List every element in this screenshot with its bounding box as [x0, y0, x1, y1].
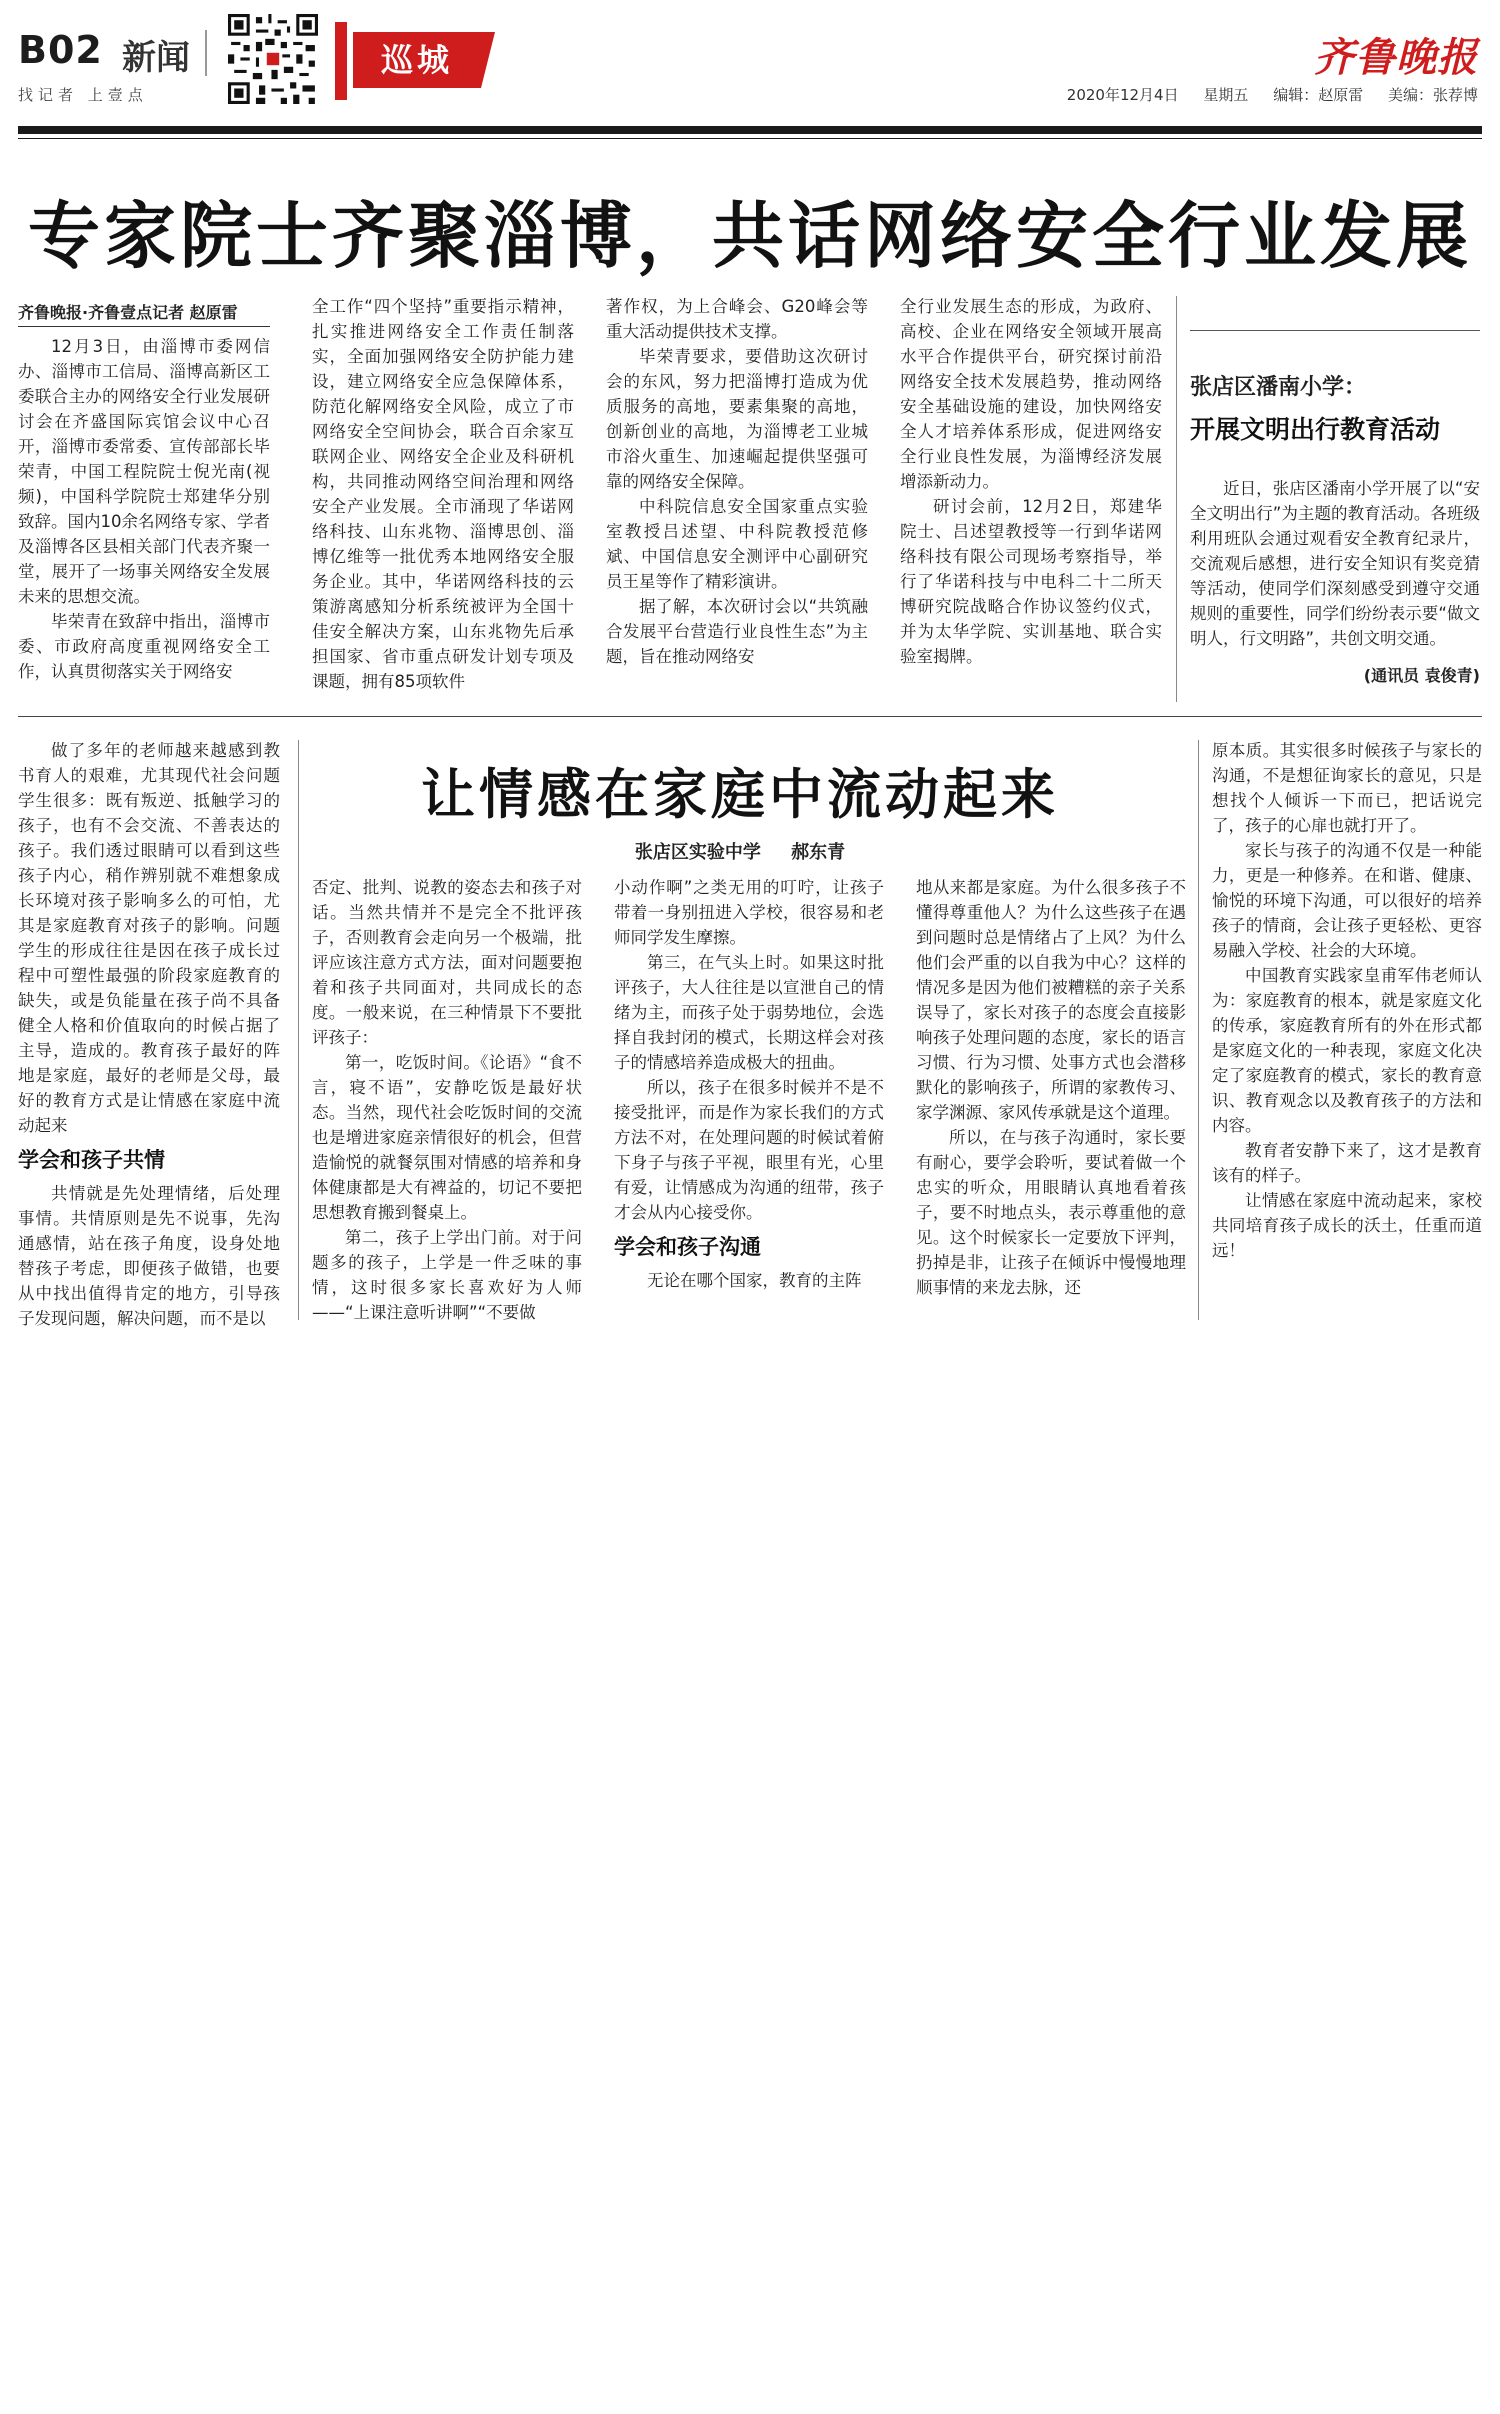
newspaper-logo: 齐鲁晚报	[1314, 34, 1478, 81]
lead-paragraph: 12月3日，由淄博市委网信办、淄博市工信局、淄博高新区工委联合主办的网络安全行业发展研讨会在齐盛国际宾馆会议中心召开，淄博市委常委、宣传部部长毕荣青，中国工程院院士倪光南(视频)，中国科学院院士郑建华分别致辞。国内10余名网络专家、学者及淄博各区县相关部门代表齐聚一堂，展开了一场事关网络安全发展未来的思想交流。	[18, 337, 270, 606]
header-divider	[205, 30, 207, 76]
feature-paragraph: 地从来都是家庭。为什么很多孩子不懂得尊重他人？为什么这些孩子在遇到问题时总是情绪占了上风？为什么他们会严重的以自我为中心？这样的情况多是因为他们被糟糕的亲子关系误导了，家长对孩子的态度会直接影响孩子处理问题的态度，家长的语言习惯、行为习惯、处事方式也会潜移默化的影响孩子，所谓的家教传习、家学渊源、家风传承就是这个道理。	[916, 878, 1186, 1122]
column-tag	[335, 22, 500, 100]
feature-column-1	[18, 738, 280, 1331]
feature-column-3	[614, 875, 884, 1293]
feature-paragraph: 共情就是先处理情绪，后处理事情。共情原则是先不说事，先沟通感情，站在孩子角度，设身处地替孩子考虑，即便孩子做错，也要从中找出值得肯定的地方，引导孩子发现问题，解决问题，而不是以	[18, 1184, 280, 1328]
feature-paragraph: 让情感在家庭中流动起来，家校共同培育孩子成长的沃土，任重而道远！	[1212, 1191, 1482, 1260]
sidebar-title: 开展文明出行教育活动	[1190, 415, 1441, 444]
feature-column-2	[312, 875, 582, 1325]
column-tag-stripe	[335, 22, 347, 100]
page-number: B02	[18, 28, 103, 72]
feature-paragraph: 教育者安静下来了，这才是教育该有的样子。	[1212, 1141, 1482, 1185]
issue-weekday: 星期五	[1203, 86, 1249, 104]
lead-paragraph: 研讨会前，12月2日，郑建华院士、吕述望教授等一行到华诺网络科技有限公司现场考察指导，举行了华诺科技与中电科二十二所天博研究院战略合作协议签约仪式，并为太华学院、实训基地、联合实验室揭牌。	[900, 497, 1162, 666]
feature-paragraph: 所以，在与孩子沟通时，家长要有耐心，要学会聆听，要试着做一个忠实的听众，用眼睛认真地看着孩子，要不时地点头，表示尊重他的意见。这个时候家长一定要放下评判，扔掉是非，让孩子在倾诉中慢慢地理顺事情的来龙去脉，还	[916, 1128, 1186, 1297]
feature-paragraph: 做了多年的老师越来越感到教书育人的艰难，尤其现代社会问题学生很多：既有叛逆、抵触学习的孩子，也有不会交流、不善表达的孩子。我们透过眼睛可以看到这些孩子内心，稍作辨别就不难想象成长环境对孩子影响多么的可怕，尤其是家庭教育对孩子的影响。问题学生的形成往往是因在孩子成长过程中可塑性最强的阶段家庭教育的缺失，或是负能量在孩子尚不具备健全人格和价值取向的时候占据了主导，造成的。教育孩子最好的阵地是家庭，最好的老师是父母，最好的教育方式是让情感在家庭中流动起来	[18, 741, 280, 1135]
sidebar-top-rule	[1190, 330, 1480, 331]
feature-paragraph: 第二，孩子上学出门前。对于问题多的孩子，上学是一件乏味的事情，这时很多家长喜欢好为人师——“上课注意听讲啊”“不要做	[312, 1228, 582, 1322]
feature-paragraph: 第一，吃饭时间。《论语》“食不言，寝不语”，安静吃饭是最好状态。当然，现代社会吃饭时间的交流也是增进家庭亲情很好的机会，但营造愉悦的就餐氛围对情感的培养和身体健康都是大有裨益的，切记不要把思想教育搬到餐桌上。	[312, 1053, 582, 1222]
qr-code-icon[interactable]	[228, 14, 318, 104]
feature-paragraph: 中国教育实践家皇甫军伟老师认为：家庭教育的根本，就是家庭文化的传承，家庭教育所有的外在形式都是家庭文化的一种表现，家庭文化决定了家庭教育的模式，家长的教育意识、教育观念以及教育孩子的方法和内容。	[1212, 966, 1482, 1135]
feature-paragraph: 所以，孩子在很多时候并不是不接受批评，而是作为家长我们的方式方法不对，在处理问题的时候试着俯下身子与孩子平视，眼里有光，心里有爱，让情感成为沟通的纽带，孩子才会从内心接受你。	[614, 1078, 884, 1222]
lead-paragraph: 毕荣青在致辞中指出，淄博市委、市政府高度重视网络安全工作，认真贯彻落实关于网络安	[18, 612, 270, 681]
header-rule	[18, 126, 1482, 134]
feature-byline	[300, 838, 1180, 864]
designer-credit: 美编：张荐博	[1387, 86, 1478, 104]
issue-date: 2020年12月4日	[1066, 86, 1179, 104]
column-tag-label: 巡城	[353, 32, 481, 88]
feature-headline: 让情感在家庭中流动起来	[421, 763, 1059, 826]
feature-column-5	[1212, 738, 1482, 1263]
lead-column-1	[18, 334, 270, 684]
lead-paragraph: 中科院信息安全国家重点实验室教授吕述望、中科院教授范修斌、中国信息安全测评中心副研究员王星等作了精彩演讲。	[606, 497, 868, 591]
sidebar-body	[1190, 476, 1480, 651]
editor-credit: 编辑：赵原雷	[1273, 86, 1364, 104]
lead-paragraph: 毕荣青要求，要借助这次研讨会的东风，努力把淄博打造成为优质服务的高地，要素集聚的高地，创新创业的高地，为淄博老工业城市浴火重生、加速崛起提供坚强可靠的网络安全保障。	[606, 347, 868, 491]
feature-author: 郝东青	[791, 842, 846, 863]
feature-paragraph: 小动作啊”之类无用的叮咛，让孩子带着一身别扭进入学校，很容易和老师同学发生摩擦。	[614, 878, 884, 947]
lead-paragraph: 全工作“四个坚持”重要指示精神，扎实推进网络安全工作责任制落实，全面加强网络安全防护能力建设，建立网络安全应急保障体系，防范化解网络安全风险，成立了市网络安全空间协会，联合百余家互联网企业、网络安全企业及科研机构，共同推动网络空间治理和网络安全产业发展。全市涌现了华诺网络科技、山东兆物、淄博思创、淄博亿维等一批优秀本地网络安全服务企业。其中，华诺网络科技的云策游离感知分析系统被评为全国十佳安全解决方案，山东兆物先后承担国家、省市重点研发计划专项及课题，拥有85项软件	[312, 297, 574, 691]
lead-headline: 专家院士齐聚淄博，共话网络安全行业发展	[27, 194, 1472, 278]
byline-rule	[18, 326, 270, 327]
lead-column-2	[312, 294, 574, 694]
header-rule-thin	[18, 138, 1482, 139]
section-name: 新闻	[122, 38, 190, 78]
column-tag-wedge	[481, 32, 495, 88]
lead-paragraph: 著作权，为上合峰会、G20峰会等重大活动提供技术支撑。	[606, 297, 868, 341]
feature-school: 张店区实验中学	[634, 842, 761, 863]
slogan: 找记者 上壹点	[18, 86, 148, 104]
sidebar-kicker: 张店区潘南小学：	[1190, 375, 1367, 400]
lead-column-3	[606, 294, 868, 669]
section-rule	[18, 716, 1482, 717]
feature-subhead: 学会和孩子沟通	[614, 1235, 761, 1259]
lead-paragraph: 据了解，本次研讨会以“共筑融合发展平台营造行业良性生态”为主题，旨在推动网络安	[606, 597, 868, 666]
column-rule	[1198, 740, 1199, 1320]
feature-subhead: 学会和孩子共情	[18, 1148, 165, 1172]
lead-paragraph: 全行业发展生态的形成，为政府、高校、企业在网络安全领域开展高水平合作提供平台，研究探讨前沿网络安全技术发展趋势，推动网络安全基础设施的建设，加快网络安全人才培养体系形成，促进网络安全行业良性发展，为淄博经济发展增添新动力。	[900, 297, 1162, 491]
issue-meta	[1053, 84, 1478, 105]
feature-paragraph: 无论在哪个国家，教育的主阵	[647, 1271, 862, 1290]
column-rule	[1176, 296, 1177, 702]
feature-paragraph: 第三，在气头上时。如果这时批评孩子，大人往往是以宣泄自己的情绪为主，而孩子处于弱势地位，会选择自我封闭的模式，长期这样会对孩子的情感培养造成极大的扭曲。	[614, 953, 884, 1072]
feature-paragraph: 家长与孩子的沟通不仅是一种能力，更是一种修养。在和谐、健康、愉悦的环境下沟通，可以很好的培养孩子的情商，会让孩子更轻松、更容易融入学校、社会的大环境。	[1212, 841, 1482, 960]
lead-byline: 齐鲁晚报·齐鲁壹点记者 赵原雷	[18, 303, 238, 322]
column-rule	[298, 740, 299, 1320]
feature-column-4	[916, 875, 1186, 1300]
feature-paragraph: 否定、批判、说教的姿态去和孩子对话。当然共情并不是完全不批评孩子，否则教育会走向另一个极端，批评应该注意方式方法，面对问题要抱着和孩子共同面对，共同成长的态度。一般来说，在三种情景下不要批评孩子：	[312, 878, 582, 1047]
feature-paragraph: 原本质。其实很多时候孩子与家长的沟通，不是想征询家长的意见，只是想找个人倾诉一下而已，把话说完了，孩子的心扉也就打开了。	[1212, 741, 1482, 835]
sidebar-paragraph: 近日，张店区潘南小学开展了以“安全文明出行”为主题的教育活动。各班级利用班队会通过观看安全教育纪录片，交流观后感想，进行安全知识有奖竞猜等活动，使同学们深刻感受到遵守交通规则的重要性，同学们纷纷表示要“做文明人，行文明路”，共创文明交通。	[1190, 479, 1480, 648]
lead-column-4	[900, 294, 1162, 669]
sidebar-credit: (通讯员 袁俊青)	[1363, 666, 1480, 685]
